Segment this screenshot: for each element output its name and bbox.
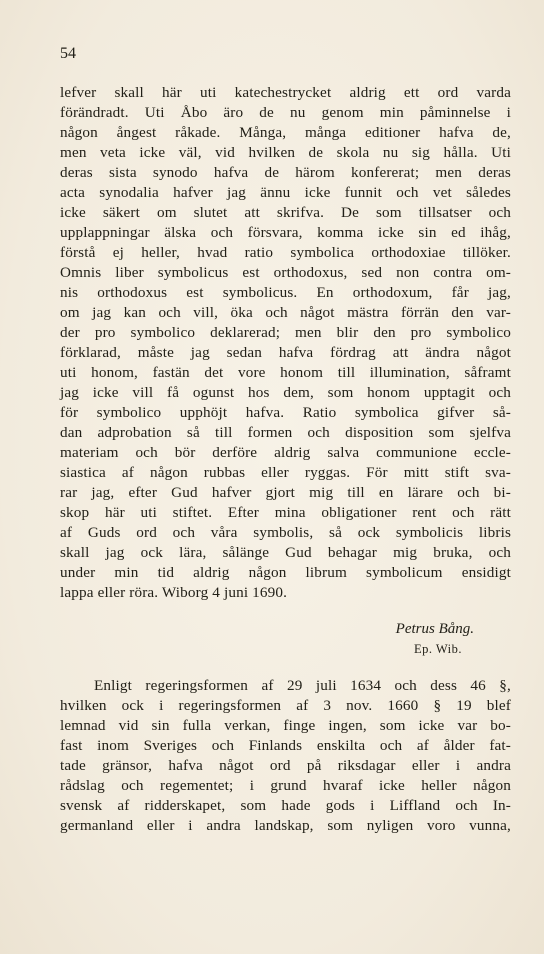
text-line: acta synodalia hafver jag ännu icke funnit och vet således [60,184,511,201]
text-line: jag icke vill få ogunst hos dem, som honom upptagit och [60,384,511,401]
text-line: förstå ej heller, hvad ratio symbolica orthodoxiae tillöker. [60,244,511,261]
text-line: nis orthodoxus est symbolicus. En orthodoxum, får jag, [60,284,511,301]
text-line: fast inom Sveriges och Finlands enskilta och af ålder fat- [60,737,511,754]
signature-name: Petrus Bång. [395,621,474,637]
text-line: rådslag och regementet; i grund hvaraf icke heller någon [60,777,511,794]
text-line: lemnad vid sin fulla verkan, finge ingen, som icke var bo- [60,717,511,734]
text-line: skop här uti stiftet. Efter mina obligationer rent och rätt [60,504,511,521]
text-line: dan adprobation så till formen och disposition som sjelfva [60,424,511,441]
text-line: under min tid aldrig någon librum symbolicum ensidigt [60,564,511,581]
text-line: någon ångest råkade. Många, många editioner hafva de, [60,124,511,141]
text-line: uti honom, fastän det vore honom till illumination, såframt [60,364,511,381]
text-line: men veta icke väl, vid hvilken de skola nu sig hålla. Uti [60,144,511,161]
text-line: förändradt. Uti Åbo äro de nu genom min påminnelse i [60,104,511,121]
text-line: för symbolico upphöjt hafva. Ratio symbolica gifver så- [60,404,511,421]
text-line: upplappningar älska och försvara, komma icke sin ed ihåg, [60,224,511,241]
page-number: 54 [60,45,76,62]
text-line: Enligt regeringsformen af 29 juli 1634 och dess 46 §, [94,677,511,694]
text-line: förklarad, måste jag sedan hafva fördrag att ändra något [60,344,511,361]
signature-title: Ep. Wib. [413,642,462,656]
text-line: der pro symbolico deklarerad; men blir den pro symbolico [60,324,511,341]
text-line: rar jag, efter Gud hafver gjort mig till en lärare och bi- [60,484,511,501]
text-line: siastica af någon rubbas eller ryggas. För mitt stift sva- [60,464,511,481]
text-line: om jag kan och vill, öka och något mästra förrän den var- [60,304,511,321]
text-line: af Guds ord och våra symbolis, så ock symbolicis libris [60,524,511,541]
text-line: tade gränsor, hafva något ord på riksdagar eller i andra [60,757,511,774]
text-line: materiam och bör derföre aldrig salva communione eccle- [60,444,511,461]
text-line: germanland eller i andra landskap, som nyligen voro vunna, [60,817,511,834]
text-line: svensk af ridderskapet, som hade gods i Liffland och In- [60,797,511,814]
text-line: Omnis liber symbolicus est orthodoxus, sed non contra om- [60,264,511,281]
text-line: hvilken ock i regeringsformen af 3 nov. 1660 § 19 blef [60,697,511,714]
text-line: lefver skall här uti katechestrycket aldrig ett ord varda [60,84,511,101]
text-line: lappa eller röra. Wiborg 4 juni 1690. [60,584,288,601]
text-line: icke säkert om slutet att skrifva. De som tillsatser och [60,204,511,221]
text-line: skall jag ock lära, sålänge Gud behagar mig bruka, och [60,544,511,561]
text-line: deras sista synodo hafva de härom konfererat; men deras [60,164,511,181]
